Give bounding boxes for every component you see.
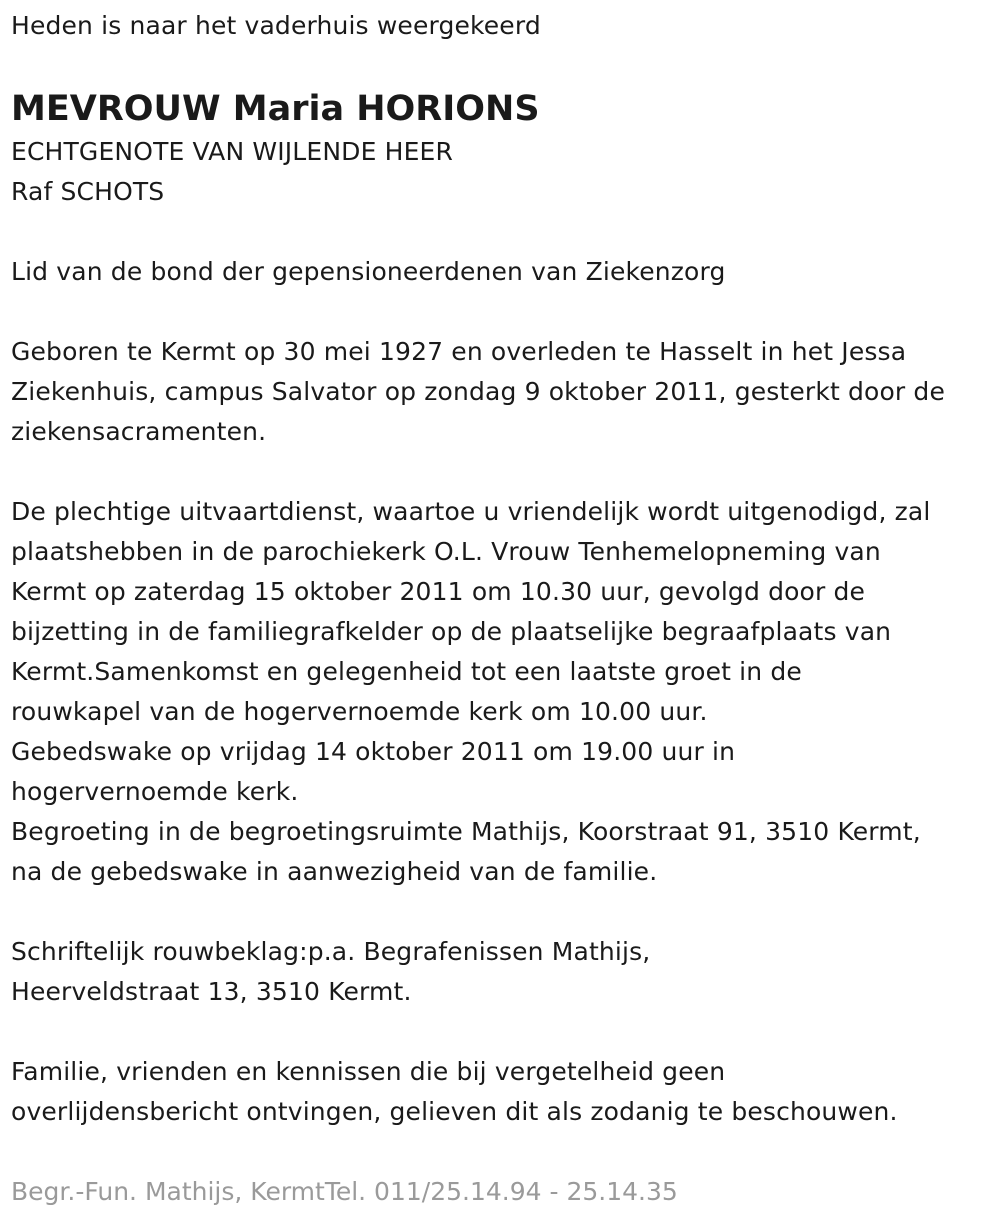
spouse-line: Raf SCHOTS: [11, 177, 165, 206]
funeral-home-footer: Begr.-Fun. Mathijs, KermtTel. 011/25.14.94 - 25.14.35: [11, 1177, 678, 1206]
birth-death-line: Ziekenhuis, campus Salvator op zondag 9 oktober 2011, gesterkt door de: [11, 377, 945, 406]
funeral-line: Kermt op zaterdag 15 oktober 2011 om 10.30 uur, gevolgd door de: [11, 577, 866, 606]
spouse-line: ECHTGENOTE VAN WIJLENDE HEER: [11, 137, 453, 166]
notice-line: overlijdensbericht ontvingen, gelieven dit als zodanig te beschouwen.: [11, 1097, 898, 1126]
condolence-block: [11, 932, 988, 1012]
notice-line: Familie, vrienden en kennissen die bij vergetelheid geen: [11, 1057, 726, 1086]
membership-text: Lid van de bond der gepensioneerdenen van Ziekenzorg: [11, 257, 726, 286]
funeral-block: [11, 492, 988, 892]
condolence-line: Heerveldstraat 13, 3510 Kermt.: [11, 977, 412, 1006]
funeral-line: rouwkapel van de hogervernoemde kerk om 10.00 uur.: [11, 697, 708, 726]
funeral-line: Kermt.Samenkomst en gelegenheid tot een laatste groet in de: [11, 657, 802, 686]
funeral-line: De plechtige uitvaartdienst, waartoe u vriendelijk wordt uitgenodigd, zal: [11, 497, 931, 526]
notice-block: [11, 1052, 988, 1132]
birth-death-block: [11, 332, 988, 452]
funeral-line: bijzetting in de familiegrafkelder op de plaatselijke begraafplaats van: [11, 617, 892, 646]
spouse-block: [11, 132, 988, 212]
footer-block: [11, 1172, 988, 1212]
funeral-line: Gebedswake op vrijdag 14 oktober 2011 om 19.00 uur in: [11, 737, 736, 766]
condolence-line: Schriftelijk rouwbeklag:p.a. Begrafenissen Mathijs,: [11, 937, 651, 966]
funeral-line: na de gebedswake in aanwezigheid van de familie.: [11, 857, 658, 886]
funeral-line: hogervernoemde kerk.: [11, 777, 299, 806]
membership-block: [11, 252, 988, 292]
birth-death-line: ziekensacramenten.: [11, 417, 267, 446]
birth-death-line: Geboren te Kermt op 30 mei 1927 en overleden te Hasselt in het Jessa: [11, 337, 907, 366]
funeral-line: Begroeting in de begroetingsruimte Mathijs, Koorstraat 91, 3510 Kermt,: [11, 817, 921, 846]
funeral-line: plaatshebben in de parochiekerk O.L. Vrouw Tenhemelopneming van: [11, 537, 881, 566]
intro-text: Heden is naar het vaderhuis weergekeerd: [11, 11, 541, 40]
deceased-name: MEVROUW Maria HORIONS: [11, 89, 540, 129]
